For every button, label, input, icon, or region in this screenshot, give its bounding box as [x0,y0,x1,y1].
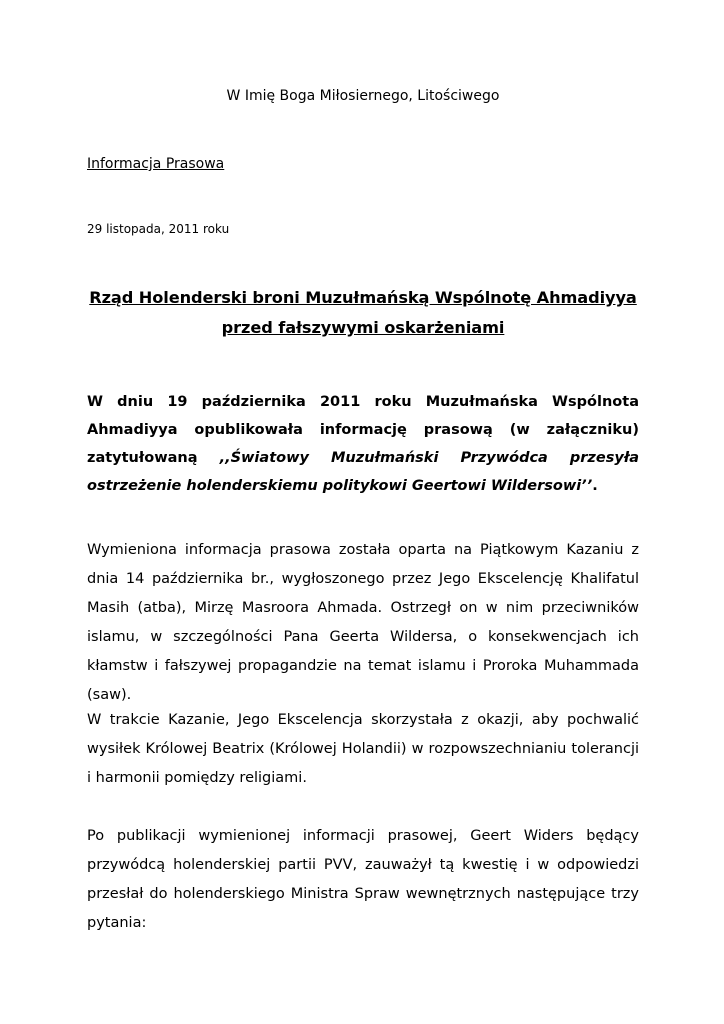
body-paragraph-2: W trakcie Kazanie, Jego Ekscelencja skorzystała z okazji, aby pochwalić wysiłek Królowej Beatrix (Królowej Holandii) w rozpowszechnianiu tolerancji i harmonii pomiędzy religiami. [87,712,639,786]
lead-paragraph [87,388,639,500]
invocation: W Imię Boga Miłosiernego, Litościwego [226,88,500,104]
headline: Rząd Holenderski broni Muzułmańską Wspólnotę Ahmadiyya przed fałszywymi oskarżeniami [89,288,637,337]
body-paragraph-3: Po publikacji wymienionej informacji prasowej, Geert Widers będący przywódcą holenderskiej partii PVV, zauważył tą kwestię i w odpowiedzi przesłał do holenderskiego Ministra Spraw wewnętrznych następujące trzy pytania: [87,828,639,931]
lead-quoted-title: ,,Światowy Muzułmański Przywódca przesyła ostrzeżenie holenderskiemu politykowi Geertowi Wildersowi’’ [87,450,640,494]
lead-end: . [592,478,598,494]
lead-intro: W dniu 19 października 2011 roku Muzułmańska Wspólnota Ahmadiyya opublikowała informację prasową (w załączniku) zatytułowaną [87,394,639,466]
release-date: 29 listopada, 2011 roku [87,222,230,236]
press-release-label: Informacja Prasowa [87,156,225,172]
body-paragraph-1: Wymieniona informacja prasowa została oparta na Piątkowym Kazaniu z dnia 14 października br., wygłoszonego przez Jego Ekscelencję Khalifatul Masih (atba), Mirzę Masroora Ahmada. Ostrzegł on w nim przeciwników islamu, w szczególności Pana Geerta Wildersa, o konsekwencjach ich kłamstw i fałszywej propagandzie na temat islamu i Proroka Muhammada (saw). [87,542,639,703]
